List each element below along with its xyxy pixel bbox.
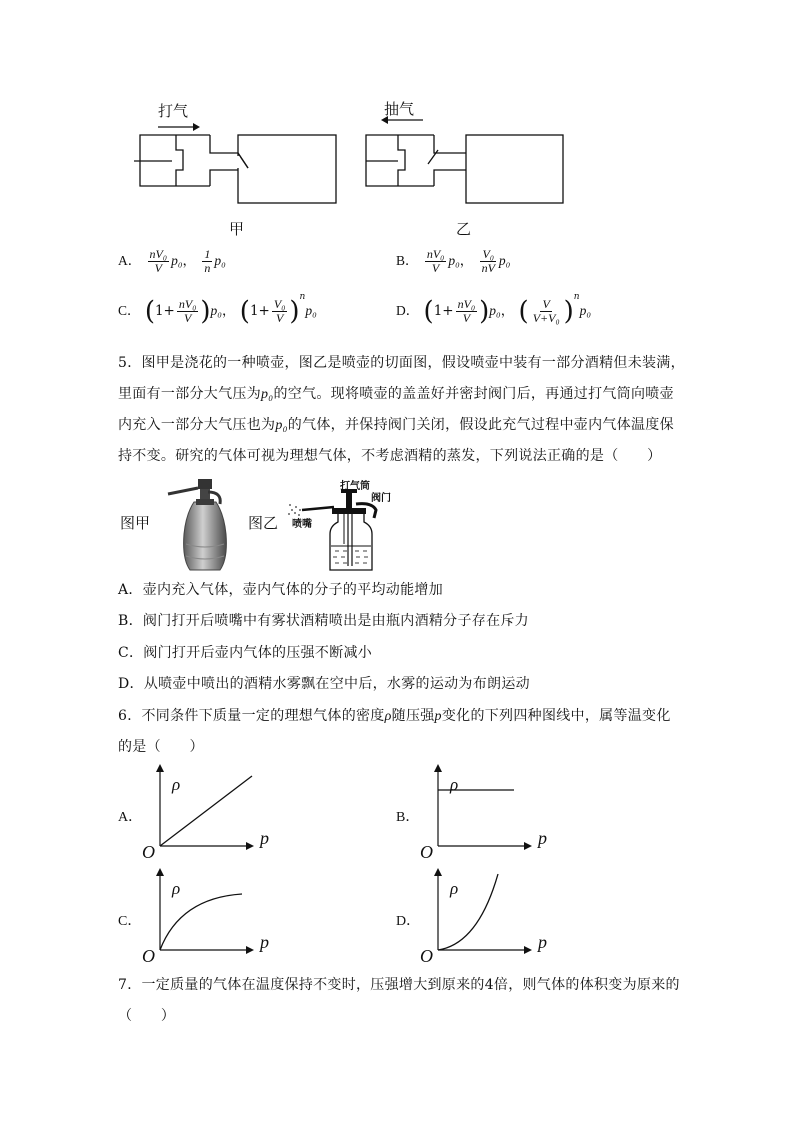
y-axis-arrow bbox=[434, 764, 442, 772]
q4-option-c[interactable]: C． (1+ $\frac{\text{nV₀}}{V}$ )p₀， (1+ $\frac{\text{V₀}}{V}$ )$^n$p₀ bbox=[118, 292, 317, 327]
q6-option-c-label[interactable]: C． bbox=[118, 914, 142, 929]
q6-graph-b[interactable] bbox=[418, 760, 568, 860]
q4-option-b[interactable]: B． $\frac{\text{nV₀}}{V}$ p₀， $\frac{\text{V₀}}{nV}$ p₀ bbox=[396, 247, 511, 275]
fig-jia-caption: 甲 bbox=[229, 220, 245, 238]
q5-line-3: 内充入一部分大气压也为p₀的气体，并保持阀门关闭，假设此充气过程中壶内气体温度保 bbox=[118, 417, 674, 433]
y-axis-arrow bbox=[434, 868, 442, 876]
q5-option-d[interactable]: D．从喷壶中喷出的酒精水雾飘在空中后，水雾的运动为布朗运动 bbox=[118, 676, 530, 692]
y-axis-label: ρ bbox=[450, 879, 459, 898]
graph-curve-convex bbox=[438, 874, 498, 950]
q6-graph-c[interactable] bbox=[140, 864, 290, 964]
fig-jia-arrow-label: 打气 bbox=[158, 102, 189, 120]
q6-option-b-label[interactable]: B． bbox=[396, 810, 420, 825]
label-nozzle: 喷嘴 bbox=[292, 519, 312, 530]
fig-yi-caption: 乙 bbox=[456, 220, 472, 238]
q5-line-1: 5．图甲是浇花的一种喷壶，图乙是喷壶的切面图，假设喷壶中装有一部分酒精但未装满， bbox=[118, 355, 685, 371]
x-axis-arrow bbox=[524, 842, 532, 850]
q5-option-c[interactable]: C．阀门打开后壶内气体的压强不断减小 bbox=[118, 645, 373, 661]
q5-line-4: 持不变。研究的气体可视为理想气体，不考虑酒精的蒸发，下列说法正确的是（ ） bbox=[118, 448, 662, 464]
x-axis-arrow bbox=[524, 946, 532, 954]
q6-graph-d[interactable] bbox=[418, 864, 568, 964]
origin-label: O bbox=[420, 946, 433, 964]
q6-line-2: 的是（ ） bbox=[118, 739, 204, 755]
origin-label: O bbox=[142, 946, 155, 964]
x-axis-label: p bbox=[538, 932, 547, 952]
q7-line-2: （ ） bbox=[118, 1008, 176, 1024]
x-axis-arrow bbox=[246, 946, 254, 954]
x-axis-label: p bbox=[538, 828, 547, 848]
q5-stem bbox=[118, 348, 688, 472]
q6-option-d-label[interactable]: D． bbox=[396, 914, 421, 929]
q6-stem bbox=[118, 701, 688, 763]
origin-label: O bbox=[420, 842, 433, 860]
y-axis-label: ρ bbox=[172, 775, 181, 794]
y-axis-arrow bbox=[156, 868, 164, 876]
q7-line-1: 7．一定质量的气体在温度保持不变时，压强增大到原来的4倍，则气体的体积变为原来的 bbox=[118, 977, 680, 993]
q5-option-a[interactable]: A．壶内充入气体，壶内气体的分子的平均动能增加 bbox=[118, 582, 444, 598]
x-axis-arrow bbox=[246, 842, 254, 850]
graph-curve-concave bbox=[160, 894, 242, 950]
y-axis-label: ρ bbox=[172, 879, 181, 898]
fig-jia-label: 图甲 bbox=[120, 514, 151, 532]
q5-line-2: 里面有一部分大气压为p₀的空气。现将喷壶的盖盖好并密封阀门后，再通过打气筒向喷壶 bbox=[118, 386, 674, 402]
q7-stem bbox=[118, 970, 698, 1032]
label-pump: 打气筒 bbox=[340, 481, 370, 492]
label-valve: 阀门 bbox=[371, 493, 391, 504]
q6-graph-a[interactable] bbox=[140, 760, 290, 860]
spray-bottle-photo bbox=[164, 474, 244, 574]
q5-option-b[interactable]: B．阀门打开后喷嘴中有雾状酒精喷出是由瓶内酒精分子存在斥力 bbox=[118, 613, 529, 629]
y-axis-label: ρ bbox=[450, 775, 459, 794]
origin-label: O bbox=[142, 842, 155, 860]
x-axis-label: p bbox=[260, 932, 269, 952]
fig-yi-label: 图乙 bbox=[248, 514, 279, 532]
q4-option-a[interactable]: A． $\frac{\text{nV₀}}{V}$ p₀， $\frac{1}{n}$ p₀ bbox=[118, 247, 226, 275]
q6-option-a-label[interactable]: A． bbox=[118, 810, 143, 825]
fig-yi-arrow-label: 抽气 bbox=[384, 100, 415, 118]
y-axis-arrow bbox=[156, 764, 164, 772]
q4-option-d[interactable]: D． (1+ $\frac{\text{nV₀}}{V}$ )p₀， ( $\frac{V}{\text{V+V₀}}$ )$^n$p₀ bbox=[396, 292, 592, 327]
x-axis-label: p bbox=[260, 828, 269, 848]
q6-line-1: 6．不同条件下质量一定的理想气体的密度ρ随压强p变化的下列四种图线中，属等温变化 bbox=[118, 708, 671, 724]
